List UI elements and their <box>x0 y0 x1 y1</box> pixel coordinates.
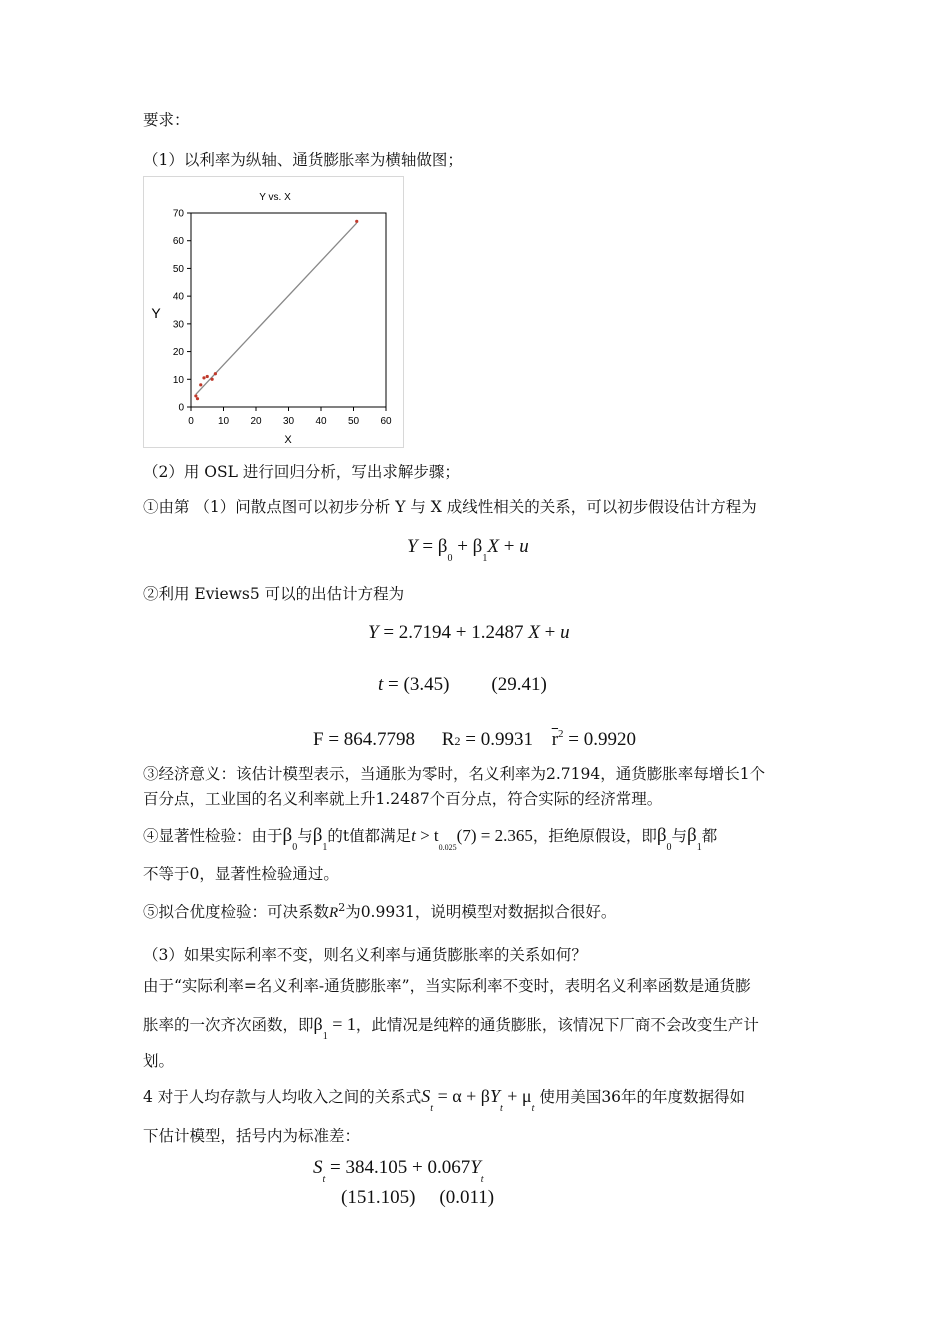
y-tick-label: 60 <box>172 236 184 248</box>
step-3-line-1: ③经济意义：该估计模型表示，当通胀为零时，名义利率为2.7194，通货膨胀率每增长1个 <box>143 765 766 783</box>
x-tick-label: 50 <box>347 416 360 427</box>
step-4-line-1: ④显著性检验：由于$\beta_0$与$\beta_1$的t值都满足$t > t_{0.025}(7) = 2.365$，拒绝原假设，即$\beta_0$与$\beta_1$都 <box>143 825 718 853</box>
adjusted-r-squared: = 0.9920 <box>568 729 636 750</box>
requirement-heading: 要求： <box>143 111 190 129</box>
t-value-1: = (3.45) <box>388 674 450 695</box>
problem-4-line-2: 下估计模型，括号内为标准差： <box>143 1127 361 1145</box>
y-tick-label: 50 <box>172 263 184 275</box>
plot-frame <box>191 213 386 407</box>
x-tick-label: 40 <box>315 416 327 427</box>
question-2: （2）用 OSL 进行回归分析，写出求解步骤； <box>143 463 460 481</box>
x-tick-label: 10 <box>217 416 230 427</box>
data-point <box>206 375 209 378</box>
question-3-answer-line-1: 由于“实际利率=名义利率-通货膨胀率”，当实际利率不变时，表明名义利率函数是通货膨 <box>143 977 751 995</box>
savings-equation: $S_t = 384.105 + 0.067Y_t$ <box>313 1157 484 1185</box>
r-squared: = 0.9931 <box>465 729 533 750</box>
t-value-2: (29.41) <box>491 674 547 695</box>
question-1: （1）以利率为纵轴、通货膨胀率为横轴做图； <box>143 151 463 169</box>
data-point <box>211 378 214 381</box>
x-axis-label: X <box>284 434 292 446</box>
y-tick-label: 10 <box>172 374 184 386</box>
chart-svg <box>144 177 403 447</box>
data-point <box>196 397 199 400</box>
question-3-answer-line-3: 划。 <box>143 1052 175 1070</box>
x-tick-label: 20 <box>250 416 262 427</box>
step-5: ⑤拟合优度检验：可决系数$R^2$为0.9931，说明模型对数据拟合很好。 <box>143 901 617 921</box>
estimated-equation-rhs: = 2.7194 + 1.2487 <box>383 622 529 643</box>
chart-title: Y vs. X <box>259 192 291 203</box>
step-1: ①由第 （1）问散点图可以初步分析 Y 与 X 成线性相关的关系，可以初步假设估计方程为 <box>143 498 757 516</box>
t-critical: (7) = 2.365 <box>456 826 533 845</box>
step-3-line-2: 百分点，工业国的名义利率就上升1.2487个百分点，符合实际的经济常理。 <box>143 790 663 808</box>
x-tick-label: 30 <box>282 416 295 427</box>
y-tick-label: 30 <box>172 319 184 331</box>
x-tick-label: 0 <box>188 416 194 427</box>
f-statistic: F = 864.7798 <box>313 729 416 750</box>
problem-4-line-1: 4 对于人均存款与人均收入之间的关系式$S_t = \alpha + \beta Y_t + \mu_t$ 使用美国36年的年度数据得如 <box>143 1086 746 1114</box>
step-4-line-2: 不等于0，显著性检验通过。 <box>143 865 339 883</box>
standard-error-2: (0.011) <box>439 1187 495 1208</box>
y-axis-label: Y <box>151 305 161 321</box>
step-2: ②利用 Eviews5 可以的出估计方程为 <box>143 585 405 603</box>
estimated-equation: Y = 2.7194 + 1.2487 X + u <box>368 622 570 643</box>
t-values: t = (3.45) (29.41) <box>378 674 547 695</box>
data-point <box>194 394 197 397</box>
fit-statistics: F = 864.7798 R2 = 0.9931 $\overline{r}^2 = 0.9920$ <box>313 728 636 750</box>
scatter-chart <box>143 176 404 448</box>
beta1-equals-one: = 1 <box>332 1014 356 1034</box>
data-point <box>199 383 202 386</box>
data-point <box>202 376 205 379</box>
standard-errors <box>341 1187 494 1209</box>
x-tick-label: 60 <box>380 416 392 427</box>
standard-error-1: (151.105) <box>341 1187 416 1208</box>
question-3: （3）如果实际利率不变，则名义利率与通货膨胀率的关系如何？ <box>143 946 587 964</box>
y-tick-label: 0 <box>178 402 184 414</box>
y-tick-label: 40 <box>172 291 184 303</box>
fit-line <box>196 223 357 394</box>
data-point <box>355 220 358 223</box>
y-tick-label: 20 <box>172 347 184 359</box>
t-critical-subscript: 0.025 <box>438 843 457 852</box>
savings-equation-rhs: = 384.105 + 0.067 <box>330 1157 471 1178</box>
data-point <box>214 372 217 375</box>
model-equation: $Y = \beta_0 + \beta_1X + u$ <box>407 536 529 564</box>
question-3-answer-line-2: 胀率的一次齐次函数，即$\beta_1 = 1$，此情况是纯粹的通货膨胀，该情况下厂商不会改变生产计 <box>143 1014 759 1042</box>
y-tick-label: 70 <box>172 208 184 220</box>
